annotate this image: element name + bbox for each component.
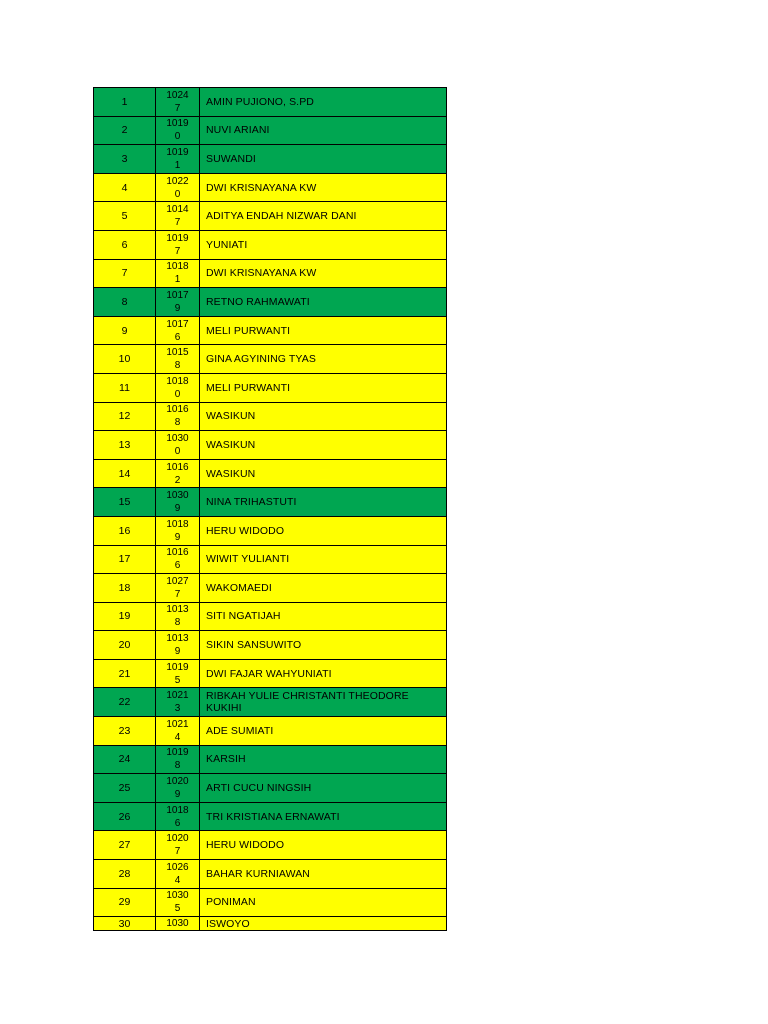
code-cell[interactable]: 1030 5	[156, 888, 200, 917]
code-cell[interactable]: 1019 8	[156, 745, 200, 774]
name-cell[interactable]: WASIKUN	[200, 459, 447, 488]
row-number-cell[interactable]: 24	[94, 745, 156, 774]
name-cell[interactable]: KARSIH	[200, 745, 447, 774]
code-cell[interactable]: 1017 6	[156, 316, 200, 345]
name-cell[interactable]: WAKOMAEDI	[200, 574, 447, 603]
table-row	[94, 831, 447, 860]
code-cell[interactable]: 1017 9	[156, 288, 200, 317]
table-row	[94, 373, 447, 402]
row-number-cell[interactable]: 6	[94, 230, 156, 259]
table-row	[94, 888, 447, 917]
row-number-cell[interactable]: 22	[94, 688, 156, 717]
name-cell[interactable]: ADITYA ENDAH NIZWAR DANI	[200, 202, 447, 231]
row-number-cell[interactable]: 26	[94, 802, 156, 831]
row-number-cell[interactable]: 4	[94, 173, 156, 202]
name-cell[interactable]: HERU WIDODO	[200, 831, 447, 860]
table-row	[94, 802, 447, 831]
code-cell[interactable]: 1018 1	[156, 259, 200, 288]
row-number-cell[interactable]: 15	[94, 488, 156, 517]
row-number-cell[interactable]: 1	[94, 88, 156, 117]
code-cell[interactable]: 1019 7	[156, 230, 200, 259]
row-number-cell[interactable]: 25	[94, 774, 156, 803]
row-number-cell[interactable]: 10	[94, 345, 156, 374]
row-number-cell[interactable]: 11	[94, 373, 156, 402]
name-cell[interactable]: SUWANDI	[200, 145, 447, 174]
row-number-cell[interactable]: 5	[94, 202, 156, 231]
row-number-cell[interactable]: 12	[94, 402, 156, 431]
table-row	[94, 745, 447, 774]
name-cell[interactable]: ADE SUMIATI	[200, 717, 447, 746]
row-number-cell[interactable]: 13	[94, 431, 156, 460]
name-cell[interactable]: ARTI CUCU NINGSIH	[200, 774, 447, 803]
row-number-cell[interactable]: 28	[94, 860, 156, 889]
name-cell[interactable]: DWI KRISNAYANA KW	[200, 173, 447, 202]
code-cell[interactable]: 1021 3	[156, 688, 200, 717]
code-cell[interactable]: 1016 8	[156, 402, 200, 431]
table-row	[94, 116, 447, 145]
name-cell[interactable]: ISWOYO	[200, 917, 447, 931]
table-row	[94, 230, 447, 259]
name-cell[interactable]: MELI PURWANTI	[200, 316, 447, 345]
code-cell[interactable]: 1016 6	[156, 545, 200, 574]
row-number-cell[interactable]: 23	[94, 717, 156, 746]
name-cell[interactable]: WIWIT YULIANTI	[200, 545, 447, 574]
table-row	[94, 688, 447, 717]
name-cell[interactable]: HERU WIDODO	[200, 516, 447, 545]
table-row	[94, 860, 447, 889]
code-cell[interactable]: 1030 9	[156, 488, 200, 517]
code-cell[interactable]: 1026 4	[156, 860, 200, 889]
table-row	[94, 774, 447, 803]
row-number-cell[interactable]: 2	[94, 116, 156, 145]
row-number-cell[interactable]: 7	[94, 259, 156, 288]
row-number-cell[interactable]: 8	[94, 288, 156, 317]
code-cell[interactable]: 1018 6	[156, 802, 200, 831]
code-cell[interactable]: 1018 0	[156, 373, 200, 402]
row-number-cell[interactable]: 14	[94, 459, 156, 488]
table-row	[94, 259, 447, 288]
code-cell[interactable]: 1030	[156, 917, 200, 931]
code-cell[interactable]: 1030 0	[156, 431, 200, 460]
row-number-cell[interactable]: 9	[94, 316, 156, 345]
row-number-cell[interactable]: 20	[94, 631, 156, 660]
row-number-cell[interactable]: 16	[94, 516, 156, 545]
table-row	[94, 345, 447, 374]
table-row	[94, 516, 447, 545]
name-cell[interactable]: NINA TRIHASTUTI	[200, 488, 447, 517]
code-cell[interactable]: 1015 8	[156, 345, 200, 374]
row-number-cell[interactable]: 27	[94, 831, 156, 860]
name-cell[interactable]: PONIMAN	[200, 888, 447, 917]
code-cell[interactable]: 1021 4	[156, 717, 200, 746]
name-cell[interactable]: YUNIATI	[200, 230, 447, 259]
row-number-cell[interactable]: 21	[94, 659, 156, 688]
row-number-cell[interactable]: 17	[94, 545, 156, 574]
table-row	[94, 631, 447, 660]
name-cell[interactable]: RIBKAH YULIE CHRISTANTI THEODORE KUKIHI	[200, 688, 447, 717]
table-row	[94, 917, 447, 931]
table-row	[94, 316, 447, 345]
name-cell[interactable]: DWI KRISNAYANA KW	[200, 259, 447, 288]
name-cell[interactable]: AMIN PUJIONO, S.PD	[200, 88, 447, 117]
name-cell[interactable]: BAHAR KURNIAWAN	[200, 860, 447, 889]
name-cell[interactable]: RETNO RAHMAWATI	[200, 288, 447, 317]
table-row	[94, 602, 447, 631]
code-cell[interactable]: 1020 7	[156, 831, 200, 860]
code-cell[interactable]: 1020 9	[156, 774, 200, 803]
name-cell[interactable]: WASIKUN	[200, 431, 447, 460]
table-row	[94, 545, 447, 574]
table-row	[94, 431, 447, 460]
code-cell[interactable]: 1014 7	[156, 202, 200, 231]
name-cell[interactable]: NUVI ARIANI	[200, 116, 447, 145]
name-cell[interactable]: TRI KRISTIANA ERNAWATI	[200, 802, 447, 831]
row-number-cell[interactable]: 30	[94, 917, 156, 931]
code-cell[interactable]: 1018 9	[156, 516, 200, 545]
table-row	[94, 173, 447, 202]
row-number-cell[interactable]: 19	[94, 602, 156, 631]
code-cell[interactable]: 1013 8	[156, 602, 200, 631]
table-row	[94, 202, 447, 231]
code-cell[interactable]: 1019 0	[156, 116, 200, 145]
name-cell[interactable]: MELI PURWANTI	[200, 373, 447, 402]
name-cell[interactable]: DWI FAJAR WAHYUNIATI	[200, 659, 447, 688]
table-row	[94, 717, 447, 746]
row-number-cell[interactable]: 3	[94, 145, 156, 174]
name-cell[interactable]: SIKIN SANSUWITO	[200, 631, 447, 660]
table-row	[94, 459, 447, 488]
row-number-cell[interactable]: 29	[94, 888, 156, 917]
code-cell[interactable]: 1019 5	[156, 659, 200, 688]
table-body	[94, 88, 447, 931]
spreadsheet-table	[93, 87, 447, 931]
code-cell[interactable]: 1022 0	[156, 173, 200, 202]
table-row	[94, 288, 447, 317]
table-row	[94, 574, 447, 603]
code-cell[interactable]: 1016 2	[156, 459, 200, 488]
table-row	[94, 488, 447, 517]
name-cell[interactable]: SITI NGATIJAH	[200, 602, 447, 631]
row-number-cell[interactable]: 18	[94, 574, 156, 603]
code-cell[interactable]: 1027 7	[156, 574, 200, 603]
code-cell[interactable]: 1024 7	[156, 88, 200, 117]
table-row	[94, 659, 447, 688]
name-cell[interactable]: GINA AGYINING TYAS	[200, 345, 447, 374]
code-cell[interactable]: 1019 1	[156, 145, 200, 174]
name-cell[interactable]: WASIKUN	[200, 402, 447, 431]
table-row	[94, 402, 447, 431]
table-row	[94, 88, 447, 117]
table-row	[94, 145, 447, 174]
code-cell[interactable]: 1013 9	[156, 631, 200, 660]
